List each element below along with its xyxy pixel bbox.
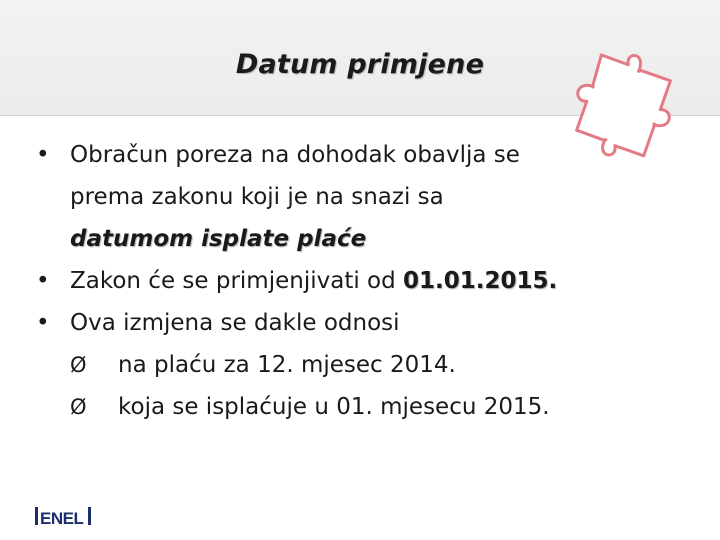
list-item: [36, 260, 676, 302]
effective-date: 01.01.2015.: [403, 268, 558, 294]
bullet-text: Zakon će se primjenjivati od: [70, 268, 404, 294]
bullet-icon: •: [36, 310, 50, 336]
sub-item-text: koja se isplaćuje u 01. mjesecu 2015.: [118, 394, 550, 420]
sub-list-item: [36, 344, 676, 386]
bullet-emphasis: datumom isplate plaće: [70, 226, 367, 252]
sub-item-text: na plaću za 12. mjesec 2014.: [118, 352, 456, 378]
arrow-bullet-icon: Ø: [70, 353, 87, 377]
enel-logo: [34, 504, 94, 532]
bullet-text-line: prema zakonu koji je na snazi sa: [70, 184, 444, 210]
bullet-text-line: Obračun poreza na dohodak obavlja se: [70, 142, 520, 168]
logo-text: ENEL: [40, 509, 84, 528]
bullet-text: Ova izmjena se dakle odnosi: [70, 310, 400, 336]
bullet-icon: •: [36, 142, 50, 168]
list-item: [36, 134, 676, 260]
slide-title: Datum primjene: [235, 49, 485, 80]
bullet-icon: •: [36, 268, 50, 294]
list-item: [36, 302, 676, 344]
sub-list-item: [36, 386, 676, 428]
slide-content: [36, 134, 676, 428]
arrow-bullet-icon: Ø: [70, 395, 87, 419]
